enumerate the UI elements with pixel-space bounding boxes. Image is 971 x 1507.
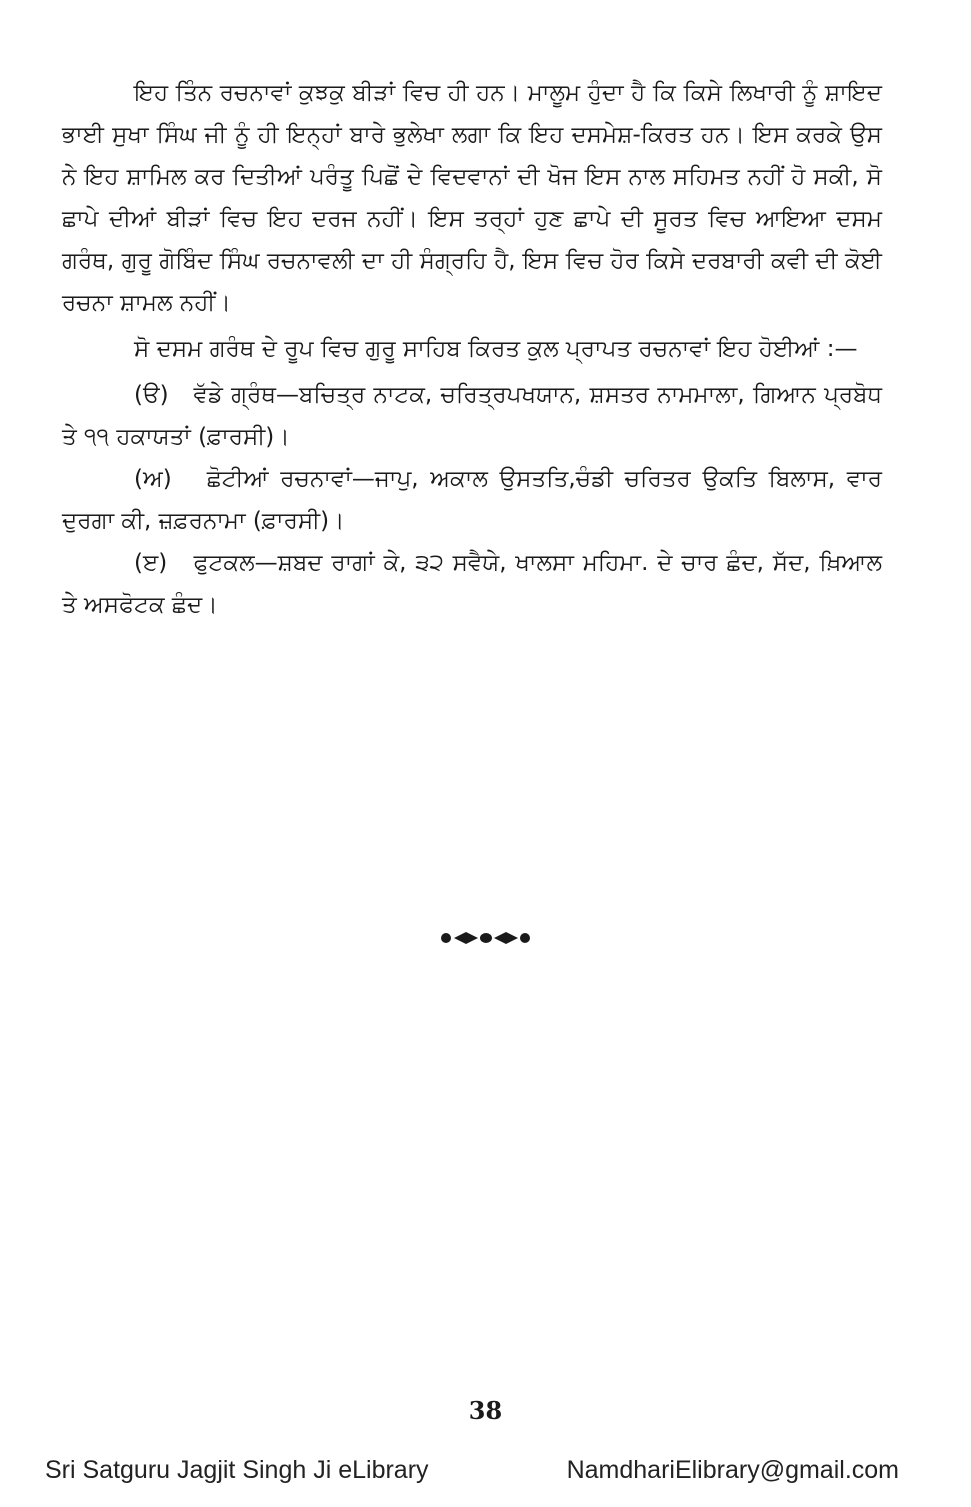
list-marker: (ੲ) xyxy=(134,550,168,576)
list-text: ਵੱਡੇ ਗ੍ਰੰਥ—ਬਚਿਤ੍ਰ ਨਾਟਕ, ਚਰਿਤ੍ਰਪਖਯਾਨ, ਸ਼ਸਤਰ ਨਾਮਮਾਲਾ, ਗਿਆਨ ਪ੍ਰਬੋਧ ਤੇ ੧੧ ਹਕਾਯਤਾਂ (ਫ਼ਾਰਸੀ)। xyxy=(62,382,882,450)
list-item-a xyxy=(62,374,882,458)
footer-library-name: Sri Satguru Jagjit Singh Ji eLibrary xyxy=(45,1456,429,1484)
list-marker: (ਅ) xyxy=(134,466,172,492)
list-text: ਛੋਟੀਆਂ ਰਚਨਾਵਾਂ—ਜਾਪੁ, ਅਕਾਲ ਉਸਤਤਿ,ਚੰਡੀ ਚਰਿਤਰ ਉਕਤਿ ਬਿਲਾਸ, ਵਾਰ ਦੁਰਗਾ ਕੀ, ਜ਼ਫ਼ਰਨਾਮਾ (ਫ਼ਾਰਸੀ)। xyxy=(62,466,882,534)
list-item-b xyxy=(62,458,882,542)
footer-email: NamdhariElibrary@gmail.com xyxy=(566,1456,899,1484)
page-body xyxy=(62,72,882,626)
list-text: ਫੁਟਕਲ—ਸ਼ਬਦ ਰਾਗਾਂ ਕੇ, ੩੨ ਸਵੈਯੇ, ਖਾਲਸਾ ਮਹਿਮਾ. ਦੇ ਚਾਰ ਛੰਦ, ਸੱਦ, ਖ਼ਿਆਲ ਤੇ ਅਸਫੋਟਕ ਛੰਦ। xyxy=(62,550,882,618)
section-ornament-icon xyxy=(0,930,971,950)
list-item-c xyxy=(62,542,882,626)
page-number: 38 xyxy=(468,1396,503,1425)
list-marker: (ੳ) xyxy=(134,382,169,408)
paragraph-1: ਇਹ ਤਿੰਨ ਰਚਨਾਵਾਂ ਕੁਝਕੁ ਬੀੜਾਂ ਵਿਚ ਹੀ ਹਨ। ਮਾਲੂਮ ਹੁੰਦਾ ਹੈ ਕਿ ਕਿਸੇ ਲਿਖਾਰੀ ਨੂੰ ਸ਼ਾਇਦ ਭਾਈ ਸੁਖਾ ਸਿੰਘ ਜੀ ਨੂੰ ਹੀ ਇਨ੍ਹਾਂ ਬਾਰੇ ਭੁਲੇਖਾ ਲਗਾ ਕਿ ਇਹ ਦਸਮੇਸ਼-ਕਿਰਤ ਹਨ। ਇਸ ਕਰਕੇ ਉਸ ਨੇ ਇਹ ਸ਼ਾਮਿਲ ਕਰ ਦਿਤੀਆਂ ਪਰੰਤੂ ਪਿਛੋਂ ਦੇ ਵਿਦਵਾਨਾਂ ਦੀ ਖੋਜ ਇਸ ਨਾਲ ਸਹਿਮਤ ਨਹੀਂ ਹੋ ਸਕੀ, ਸੋ ਛਾਪੇ ਦੀਆਂ ਬੀੜਾਂ ਵਿਚ ਇਹ ਦਰਜ ਨਹੀਂ। ਇਸ ਤਰ੍ਹਾਂ ਹੁਣ ਛਾਪੇ ਦੀ ਸੂਰਤ ਵਿਚ ਆਇਆ ਦਸਮ ਗਰੰਥ, ਗੁਰੂ ਗੋਬਿੰਦ ਸਿੰਘ ਰਚਨਾਵਲੀ ਦਾ ਹੀ ਸੰਗ੍ਰਹਿ ਹੈ, ਇਸ ਵਿਚ ਹੋਰ ਕਿਸੇ ਦਰਬਾਰੀ ਕਵੀ ਦੀ ਕੋਈ ਰਚਨਾ ਸ਼ਾਮਲ ਨਹੀਂ। xyxy=(62,80,882,316)
paragraph-2: ਸੋ ਦਸਮ ਗਰੰਥ ਦੇ ਰੂਪ ਵਿਚ ਗੁਰੂ ਸਾਹਿਬ ਕਿਰਤ ਕੁਲ ਪ੍ਰਾਪਤ ਰਚਨਾਵਾਂ ਇਹ ਹੋਈਆਂ :— xyxy=(134,336,858,362)
